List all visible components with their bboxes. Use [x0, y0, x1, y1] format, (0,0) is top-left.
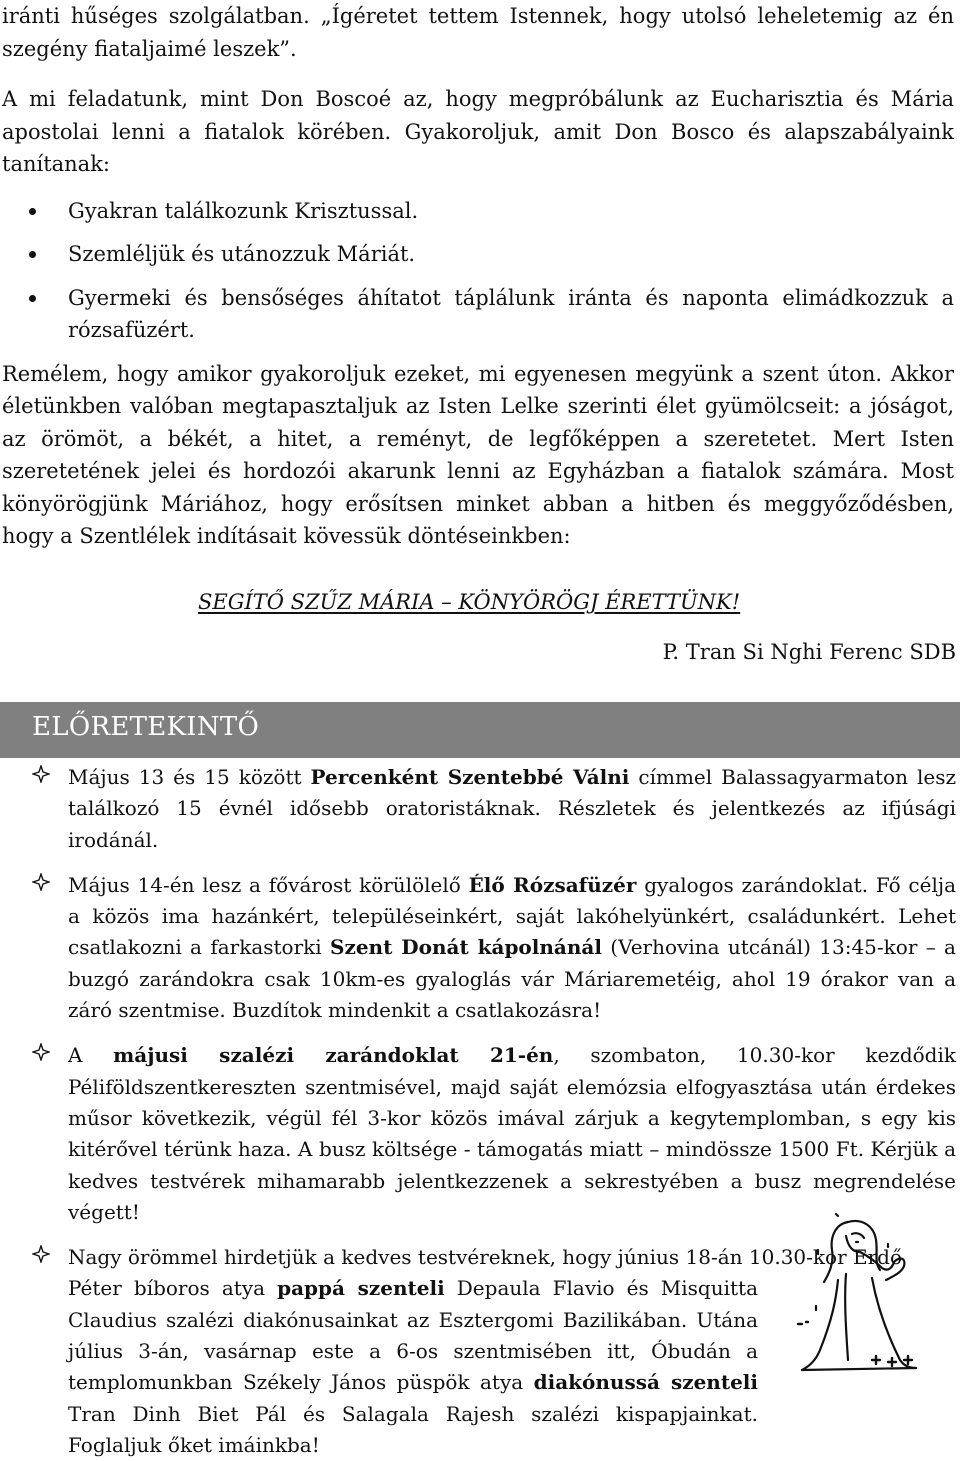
- announcement-text: (Verhovina utcánál) 13:45-kor – a buzgó zarándokra csak 10km-es gyaloglás vár Máriaremetéig, ahol 19 órakor van a záró szentmise. Buzdítok mindenkit a csatlakozásra!: [68, 935, 956, 1023]
- bullet-icon: [29, 208, 36, 215]
- announcement-item: [0, 870, 960, 1026]
- praying-nun-illustration: [776, 1210, 956, 1375]
- announcement-text: A: [68, 1043, 114, 1068]
- announcement-item: [0, 1040, 960, 1228]
- diamond-bullet-icon: [32, 1245, 50, 1263]
- announcement-text: , szombaton, 10.30-kor kezdődik Péliföldszentkereszten szentmisével, majd saját elemózsia elfogyasztása után érdekes műsor következik, végül fél 3-kor közös imával zárjuk a kegytemplomban, s egy kis kitérővel térünk haza. A busz költsége - támogatás miatt – mindössze 1500 Ft. Kérjük a kedves testvérek mihamarabb jelentkezzenek a sekrestyében a busz megrendelése végett!: [68, 1043, 957, 1224]
- list-item: [2, 195, 954, 228]
- signature: P. Tran Si Nghi Ferenc SDB: [662, 640, 956, 664]
- intro-paragraph-1: iránti hűséges szolgálatban. „Ígéretet tettem Istennek, hogy utolsó leheletemig az én szegény fiataljaimé leszek”.: [2, 4, 954, 61]
- announcement-text: gyalogos zarándoklat. Fő célja a közös ima hazánkért, településeinkért, saját lakóhelyünkért, családunkért. Lehet csatlakozni a farkastorki: [68, 872, 956, 960]
- event-name: Percenként Szentebbé Válni: [310, 765, 630, 789]
- event-name: diakónussá szenteli: [533, 1370, 758, 1395]
- list-item-text: Gyermeki és bensőséges áhítatot táplálunk iránta és naponta elimádkozzuk a rózsafüzért.: [68, 285, 954, 342]
- announcement-text: Depaula Flavio és Misquitta Claudius szalézi diakónusainkat az Esztergomi Bazilikában. Utána július 3-án, vasárnap este a 6-os szentmisében itt, Óbudán a templomunkban Székely János püspök atya: [68, 1276, 759, 1395]
- diamond-bullet-icon: [32, 1043, 50, 1061]
- section-banner: [0, 702, 960, 758]
- announcement-text: címmel Balassagyarmaton lesz találkozó 15 évnél idősebb oratoristáknak. Részletek és jelentkezés az ifjúsági irodánál.: [68, 765, 957, 852]
- intro-paragraph-2: A mi feladatunk, mint Don Boscoé az, hogy megpróbálunk az Eucharisztia és Mária apostolai lenni a fiatalok körében. Gyakoroljuk, amit Don Bosco és alapszabályaink tanítanak:: [2, 87, 954, 176]
- prayer-line: SEGÍTŐ SZŰZ MÁRIA – KÖNYÖRÖGJ ÉRETTÜNK!: [198, 590, 741, 614]
- intro-paragraph-3: Remélem, hogy amikor gyakoroljuk ezeket, mi egyenesen megyünk a szent úton. Akkor életünkben valóban megtapasztaljuk az Isten Lelke szerinti élet gyümölcseit: a jóságot, az örömöt, a békét, a hitet, a reményt, de legfőképpen a szeretetet. Mert Isten szeretetének jelei és hordozói akarunk lenni az Egyházban a fiatalok számára. Most könyörögjünk Máriához, hogy erősítsen minket abban a hitben és meggyőződésben, hogy a Szentlélek indításait kövessük döntéseinkben:: [2, 361, 954, 548]
- announcement-item: [0, 762, 960, 856]
- intro-section: [2, 0, 954, 553]
- announcement-text: Tran Dinh Biet Pál és Salagala Rajesh szalézi kispapjainkat. Foglaljuk őket imáinkba!: [68, 1401, 758, 1457]
- bullet-icon: [29, 251, 36, 258]
- list-item: [2, 238, 954, 271]
- diamond-bullet-icon: [32, 873, 50, 891]
- event-name: Élő Rózsafüzér: [468, 872, 637, 897]
- announcement-text: Péter bíboros atya: [68, 1276, 278, 1301]
- list-item: [2, 282, 954, 347]
- announcement-text: Nagy örömmel hirdetjük a kedves testvéreknek, hogy június 18-án 10.30-kor Erdő: [68, 1245, 902, 1270]
- section-title: ELŐRETEKINTŐ: [32, 712, 260, 742]
- list-item-text: Gyakran találkozunk Krisztussal.: [68, 198, 419, 223]
- announcement-text: Május 14-én lesz a fővárost körülölelő: [68, 872, 469, 897]
- event-name: pappá szenteli: [277, 1276, 445, 1301]
- list-item-text: Szemléljük és utánozzuk Máriát.: [68, 242, 416, 266]
- practice-list: [2, 195, 954, 347]
- bullet-icon: [29, 295, 36, 302]
- event-name: májusi szalézi zarándoklat 21-én: [113, 1043, 554, 1068]
- diamond-bullet-icon: [32, 765, 50, 783]
- announcement-text-block: [68, 1273, 758, 1461]
- location-name: Szent Donát kápolnánál: [330, 935, 602, 960]
- announcement-text: Május 13 és 15 között: [68, 765, 311, 789]
